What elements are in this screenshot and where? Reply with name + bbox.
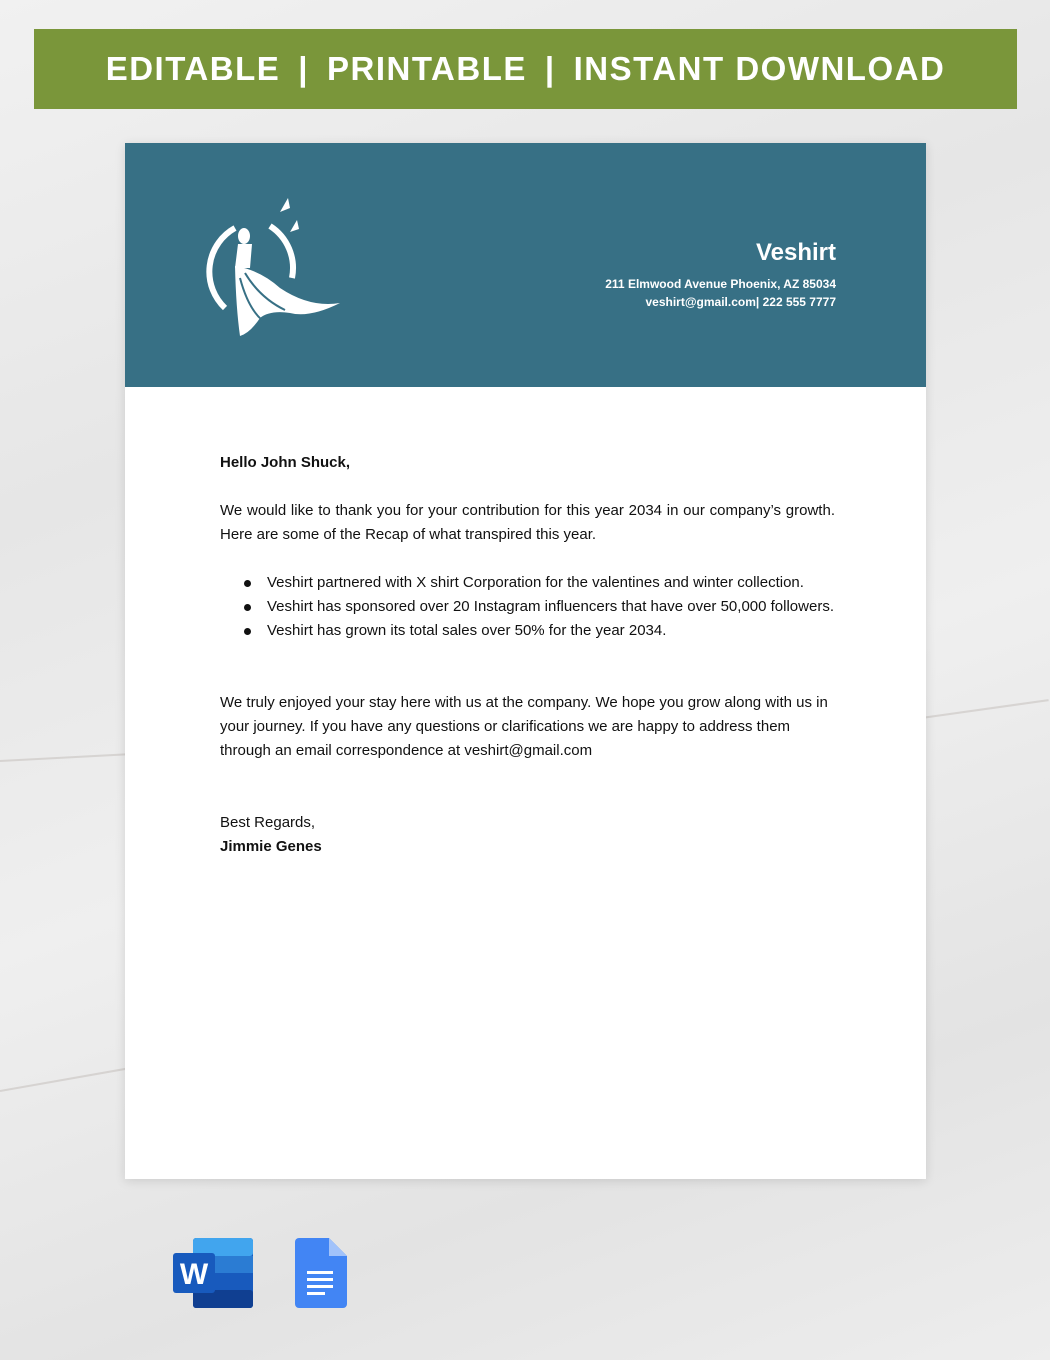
banner-item: INSTANT DOWNLOAD bbox=[573, 50, 946, 87]
letter-body bbox=[220, 451, 835, 859]
format-icons bbox=[173, 1238, 347, 1308]
company-contact: veshirt@gmail.com| 222 555 7777 bbox=[645, 295, 836, 309]
banner-separator: | bbox=[544, 50, 556, 87]
word-icon bbox=[173, 1238, 253, 1308]
feature-banner bbox=[34, 29, 1017, 109]
signature: Jimmie Genes bbox=[220, 838, 322, 855]
sign-off: Best Regards, bbox=[220, 814, 316, 831]
banner-separator: | bbox=[298, 50, 309, 87]
banner-item: EDITABLE bbox=[105, 50, 281, 87]
recap-list bbox=[220, 571, 835, 643]
intro-paragraph: We would like to thank you for your contribution for this year 2034 in our company’s growth. Here are some of the Recap of what transpired this year. bbox=[220, 502, 835, 543]
google-docs-icon bbox=[295, 1238, 347, 1308]
company-address: 211 Elmwood Avenue Phoenix, AZ 85034 bbox=[605, 277, 836, 291]
letterhead bbox=[125, 143, 926, 387]
list-item: Veshirt has grown its total sales over 50% for the year 2034. bbox=[267, 619, 835, 643]
closing-paragraph: We truly enjoyed your stay here with us at the company. We hope you grow along with us in your journey. If you have any questions or clarifications we are happy to address them through an email correspondence at veshirt@gmail.com bbox=[220, 694, 828, 759]
word-icon-letter: W bbox=[179, 1258, 209, 1291]
list-item: Veshirt partnered with X shirt Corporation for the valentines and winter collection. bbox=[267, 571, 835, 595]
company-name: Veshirt bbox=[755, 239, 836, 266]
greeting: Hello John Shuck, bbox=[220, 454, 351, 471]
list-item: Veshirt has sponsored over 20 Instagram influencers that have over 50,000 followers. bbox=[267, 595, 835, 619]
logo-icon bbox=[200, 198, 345, 338]
banner-item: PRINTABLE bbox=[326, 50, 527, 87]
